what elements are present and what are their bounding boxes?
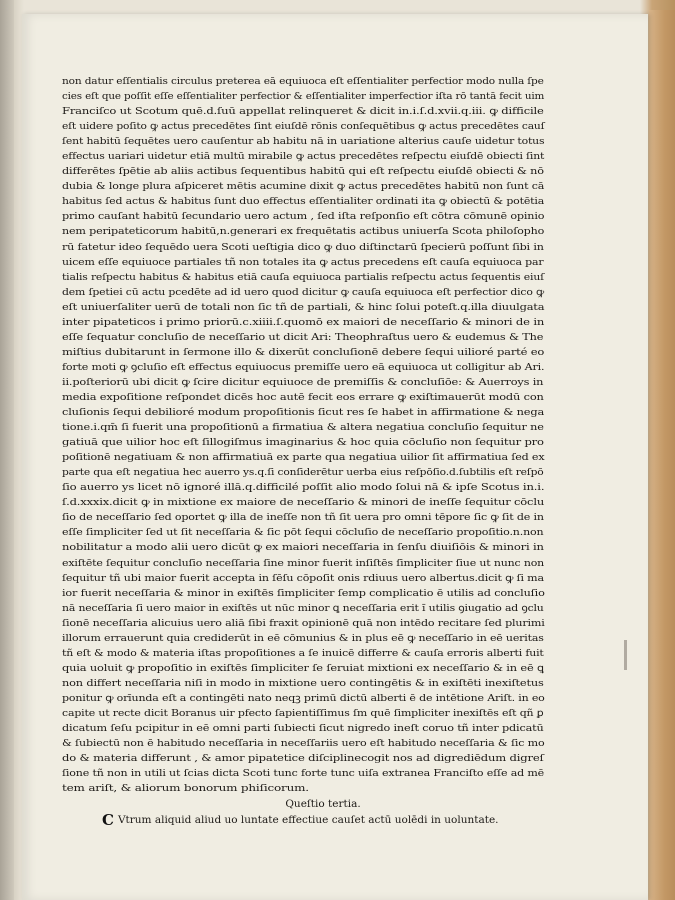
text-line: ſequitur tñ ubi maior fuerit accepta in ſēſu cōpoſit onis rdiuus uero albertus.dicit ꝙ ſi ma — [62, 572, 544, 584]
text-line: quia uoluit ꝙ propoſitio in exiſtēs ſimpliciter ſe ſeruiat mixtioni ex neceſſario & in eē ꝗ — [62, 662, 544, 674]
text-line: miſtius dubitarunt in ſermone illo & dixerūt concluſionē debere ſequi uilioré parté eo — [62, 346, 545, 358]
text-line: dicatum ſeſu pcipitur in eē omni parti ſubiecti ſicut nigredo ineſt coruo tñ inter pdicatū — [62, 723, 544, 735]
text-line: forte moti ꝙ ꝯcluſio eſt effectus equiuocus premiſſe uero eā equiuoca ut colligitur ab Ari. — [62, 361, 545, 373]
text-line: poſitionē negatiuam & non affirmatiuā ex parte qua negatiua uilior ſit affirmatiua ſed ex — [62, 452, 545, 464]
text-line: uicem eſſe equiuoce partiales tñ non totales ita ꝙ actus precedens eſt cauſa equiuoca par — [62, 256, 544, 268]
text-line: ſio de neceſſario ſed oportet ꝙ illa de ineſſe non tñ ſit uera pro omni tēpore ſic ꝙ ſit de in — [62, 512, 544, 524]
body-text — [62, 74, 544, 829]
text-line: rū fatetur ideo ſequēdo uera Scoti ueſtigia dico ꝙ duo diſtinctarū ſpecierū poſſunt ſibi in — [62, 241, 544, 253]
text-line: ſ.d.xxxix.dicit ꝙ in mixtione ex maiore de neceſſario & minori de ineſſe ſequitur cōclu — [62, 497, 545, 509]
text-line: primo cauſant habitū ſecundario uero actum , ſed iſta reſponſio eſt cōtra cōmunē opinio — [62, 211, 545, 223]
text-line: ſent habitū ſequētes uero cauſentur ab habitu nā in uariatione alterius cauſe uidetur totus — [62, 136, 545, 148]
text-line: nem peripateticorum habitū,n.generari ex frequētatis actibus uniuerſa Scota philoſopho — [62, 226, 545, 238]
text-line: non datur eſſentialis circulus preterea eā equiuoca eſt eſſentialiter perfectior modo nulla ſpe — [62, 76, 544, 87]
text-line: tione.i.qm̄ ſi fuerit una propoſitionū a firmatiua & altera negatiua concluſio ſequitur ne — [62, 422, 544, 434]
text-line: differētes ſpētie ab aliis actibus ſequentibus habitū qui eſt reſpectu eiuſdē obiecti & nō — [62, 166, 544, 178]
text-line: inter pipateticos i primo priorū.c.xiiii.ſ.quomō ex maiori de neceſſario & minori de in — [62, 316, 545, 328]
question-text: Vtrum aliquid aliud uo luntate effectiue cauſet actū uolēdi in uoluntate. — [117, 814, 499, 827]
text-line: exiſtēte ſequitur concluſio neceſſaria ſine minor fuerit inſiſtēs ſimpliciter ſiue ut nunc non — [62, 557, 545, 569]
text-line: illorum errauerunt quia crediderūt in eē cōmunius & in plus eē ꝙ neceſſario in eē ueritas — [62, 632, 544, 644]
text-line: tñ eſt & modo & materia iſtas propoſitiones a ſe inuicē differre & cauſa erroris alberti fuit — [62, 647, 544, 659]
text-line: & ſubiectū non ē habitudo neceſſaria in neceſſariis uero eſt habitudo neceſſaria & ſic mo — [62, 738, 545, 750]
question-heading — [102, 812, 544, 829]
text-line: ſio auerro ys licet nō ignoré illā.q.difficilé poſſit alio modo ſolui nā & ipſe Scotus in.i. — [62, 482, 545, 494]
text-line: do & materia differunt , & amor pipatetice diſciplinecogit nos ad digrediēdum digreſ — [62, 753, 544, 765]
text-line: habitus ſed actus & habitus ſunt duo effectus eſſentialiter ordinati ita ꝙ obiectū & potētia — [62, 196, 545, 208]
text-line: ponitur ꝙ orīunda eſt a contingēti nato neqꝫ primū dictū alberti ē de intētione Ariſt. in eo — [62, 692, 545, 704]
text-line: nā neceſſaria ſi uero maior in exiſtēs ut nūc minor ꝗ neceſſaria erit ı̄ utilis ꝯiugatio ad ꝯclu — [62, 602, 544, 614]
text-line: dubia & longe plura aſpiceret mētis acumine dixit ꝙ actus precedētes habitū non ſunt cā — [62, 181, 545, 193]
text-line: media expoſitione reſpondet dicēs hoc autē fecit eos errare ꝙ exiſtimauerūt modū con — [62, 391, 544, 403]
text-line: effectus uariari uidetur etiā multū mirabile ꝙ actus precedētes reſpectu eiuſdē obiecti ſint — [62, 151, 545, 163]
text-line: dem ſpetiei cū actu pcedēte ad id uero quod dicitur ꝙ cauſa equiuoca eſt perfectior dico ꝙ — [62, 286, 545, 298]
text-line: eſt uidere poſito ꝙ actus precedētes ſint eiuſdē rōnis conſequētibus ꝙ actus precedētes cauſ — [62, 121, 545, 133]
text-line: cies eſt que poſſit eſſe eſſentialiter perfectior & eſſentialiter imperfectior iſta rō tantā fecit uim — [62, 91, 545, 103]
text-line: ſione tñ non in utili ut ſcias dicta Scoti tunc forte tunc uiſa extranea Franciſto eſſe ad mē — [62, 768, 545, 780]
text-line: eſſe ſequatur concluſio de neceſſario ut dicit Ari: Theophraſtus uero & eudemus & The — [62, 331, 544, 343]
text-line: tialis reſpectu habitus & habitus etiā cauſa equiuoca partialis reſpectu actus ſequentis eiuſ — [62, 271, 544, 283]
section-title: Queſtio tertia. — [285, 798, 361, 811]
text-line: cluſionis ſequi debilioré modum propoſitionis ſicut res ſe habet in affirmatione & nega — [62, 407, 545, 419]
text-line: eſſe ſimpliciter ſed ut ſit neceſſaria & ſic pōt ſequi cōcluſio de neceſſario propoſitio.n.non — [62, 527, 544, 539]
text-line: ii.poſteriorū ubi dicit ꝙ ſcire dicitur equiuoce de premiſſis & concluſiōe: & Auerroys in — [62, 376, 544, 388]
text-line: ior fuerit neceſſaria & minor in exiſtēs ſimpliciter ſemp complicatio ē utilis ad concluſio — [62, 587, 545, 599]
text-line: capite ut recte dicit Boranus uir pfecto ſapientiſſimus ſm quē ſimpliciter inexiſtēs eſt qñ ꝑ — [62, 707, 544, 719]
ink-mark — [624, 640, 627, 670]
page-stack-edge — [649, 10, 675, 900]
text-line: eſt uniuerſaliter uerū de totali non ſic tñ de partiali, & hinc ſolui poteſt.q.illa diuulgata — [62, 301, 545, 313]
text-line: nobilitatur a modo alii uero dicūt ꝙ ex maiori neceſſaria in ſenſu diuiſiōis & minori in — [62, 542, 544, 554]
binding-edge — [0, 0, 14, 900]
text-line: tem ariſt, & aliorum bonorum phiſicorum. — [62, 783, 309, 795]
paragraph-mark: C — [102, 811, 114, 830]
text-line: Franciſco ut Scotum quē.d.ſuū appellat relinqueret & dicit in.i.ſ.d.xvii.q.iii. ꝙ difficile — [62, 106, 544, 118]
text-line: parte qua eſt negatiua hec auerro ys.q.ſi conſiderētur uerba eius reſpōſio.d.ſubtilis eſt reſpō — [62, 467, 544, 479]
text-line: gatiuā que uilior hoc eſt ſillogiſmus imaginarius & hoc quia cōcluſio non ſequitur pro — [62, 437, 544, 449]
text-line: ſionē neceſſaria alicuius uero aliā ſibi fraxit opinionē quā non intēdo recitare ſed plurimi — [62, 617, 545, 629]
text-line: non differt neceſſaria niſi in modo in mixtione uero contingētis & in exiſtēti inexiſtetus — [62, 677, 544, 689]
